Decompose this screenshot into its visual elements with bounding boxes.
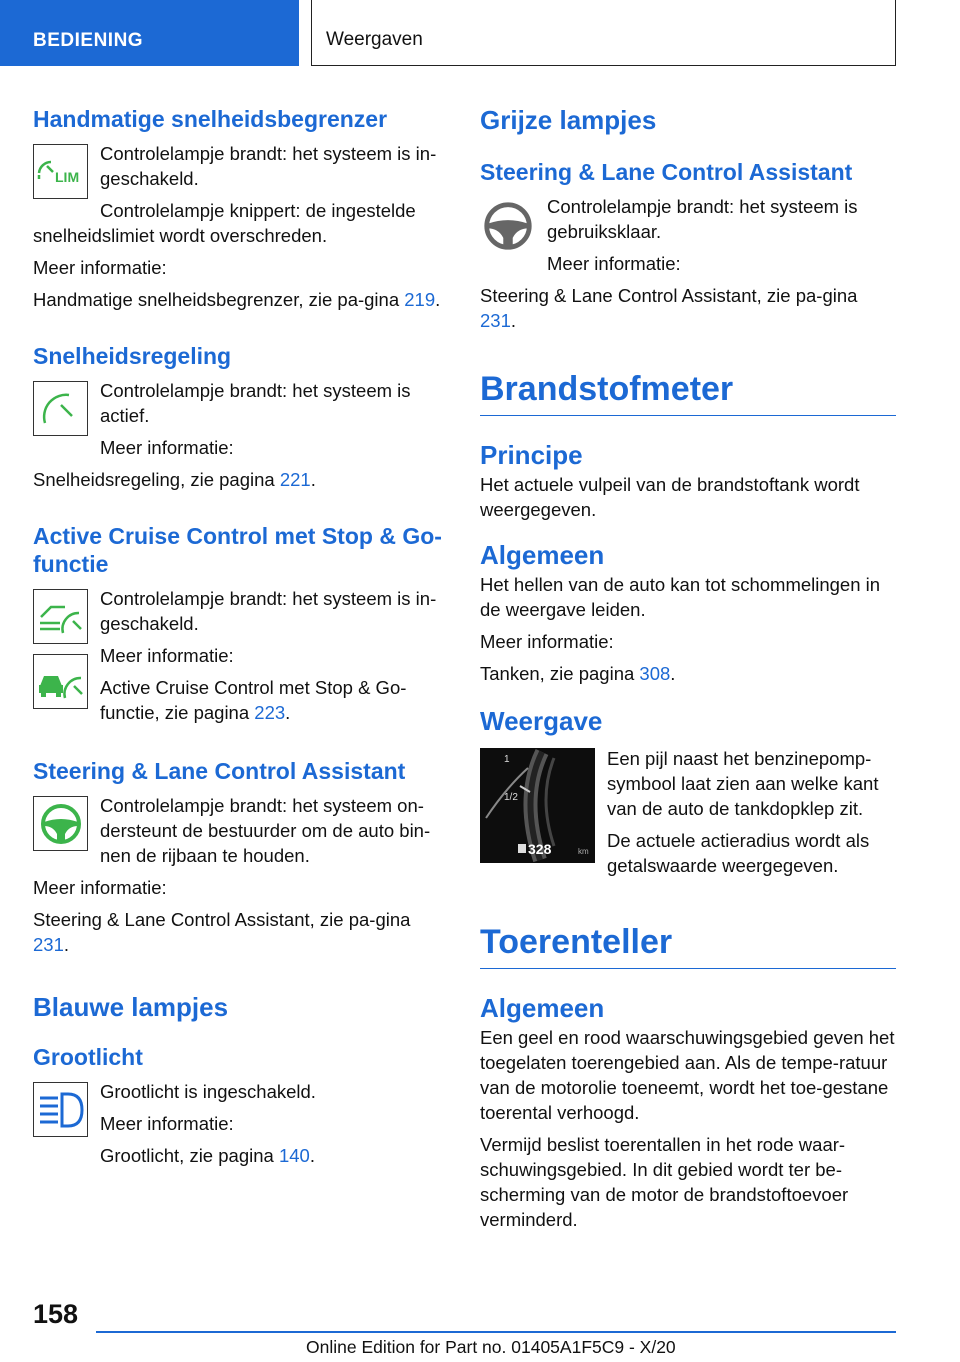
svg-text:328: 328 [528,841,552,857]
text: Controlelampje brandt: het systeem is in-geschakeld. [100,143,437,189]
text: Het hellen van de auto kan tot schommelingen in de weergave leiden. [480,574,881,620]
more-info-label: Meer informatie: [100,645,234,666]
section-cruise-control [33,342,448,492]
text: Een pijl naast het benzinepomp-symbool laat zien aan welke kant van de auto de tankdopklep zit. [607,748,879,819]
footer-divider [96,1331,896,1333]
heading-grey-lights: Grijze lampjes [480,105,657,135]
acc-icon [33,589,88,644]
steering-wheel-icon [33,796,88,851]
reference: Tanken, zie pagina 308. [480,663,676,684]
heading-lane-control-grey: Steering & Lane Control Assistant [480,159,853,185]
heading-algemeen-2: Algemeen [480,993,605,1023]
text: Controlelampje brandt: het systeem is gebruiksklaar. [547,196,858,242]
svg-text:1: 1 [504,754,510,765]
page-link[interactable]: 231 [33,934,64,955]
more-info-label: Meer informatie: [547,253,681,274]
page-header [0,0,960,66]
heading-cruise-control: Snelheidsregeling [33,343,232,369]
reference: Active Cruise Control met Stop & Go-functie, zie pagina 223. [100,677,407,723]
svg-text:LIM: LIM [54,168,79,185]
text: Grootlicht is ingeschakeld. [100,1081,316,1102]
reference: Handmatige snelheidsbegrenzer, zie pa-gina 219. [33,289,441,310]
heading-speed-limiter: Handmatige snelheidsbegrenzer [33,106,388,132]
page-link[interactable]: 308 [639,663,671,684]
text: Het actuele vulpeil van de brandstoftank wordt weergegeven. [480,474,860,520]
high-beam-icon [33,1082,88,1137]
text: Controlelampje brandt: het systeem on-dersteunt de bestuurder om de auto bin-nen de rijbaan te houden. [100,795,431,866]
svg-text:km: km [578,847,589,856]
section-tachometer [480,922,896,1232]
text: Controlelampje brandt: het systeem is in-geschakeld. [100,588,437,634]
heading-lane-control: Steering & Lane Control Assistant [33,758,406,784]
chapter-title: Weergaven [311,0,896,66]
steering-wheel-grey-icon [480,198,535,253]
section-blue-lights [33,991,448,1168]
heading-high-beam: Grootlicht [33,1044,143,1070]
reference: Snelheidsregeling, zie pagina 221. [33,469,316,490]
more-info-label: Meer informatie: [480,631,614,652]
more-info-label: Meer informatie: [33,877,167,898]
heading-algemeen: Algemeen [480,540,605,570]
heading-principe: Principe [480,440,583,470]
more-info-label: Meer informatie: [100,1113,234,1134]
left-column [33,100,448,1168]
heading-acc: Active Cruise Control met Stop & Go-functie [33,523,442,577]
heading-blue-lights: Blauwe lampjes [33,992,229,1022]
page-link[interactable]: 223 [254,702,286,723]
heading-tachometer: Toerenteller [480,922,896,969]
right-column [480,100,896,1232]
section-speed-limiter [33,105,448,312]
more-info-label: Meer informatie: [100,437,234,458]
text: Controlelampje brandt: het systeem is actief. [100,380,411,426]
reference: Grootlicht, zie pagina 140. [100,1145,315,1166]
text: De actuele actieradius wordt als getalswaarde weergegeven. [607,830,870,876]
heading-fuel-gauge: Brandstofmeter [480,369,896,416]
section-acc [33,522,448,725]
page-link[interactable]: 219 [404,289,436,310]
page-link[interactable]: 231 [480,310,511,331]
text: Controlelampje knippert: de ingestelde snelheidslimiet wordt overschreden. [33,200,416,246]
edition-note: Online Edition for Part no. 01405A1F5C9 - X/20 [306,1337,676,1357]
page-link[interactable]: 221 [279,469,311,490]
section-tab: BEDIENING [0,0,299,66]
text: Vermijd beslist toerentallen in het rode waar-schuwingsgebied. In dit gebied wordt ter be-scherming van de motor de brandstoftoevoer verminderd. [480,1134,849,1230]
heading-weergave: Weergave [480,706,603,736]
reference: Steering & Lane Control Assistant, zie pa-gina 231. [480,285,858,331]
text: Een geel en rood waarschuwingsgebied geven het toegelaten toerengebied aan. Als de tempe-ratuur van de motorolie toeneemt, wordt het toe-gestane toerental verhoogd. [480,1027,895,1123]
reference: Steering & Lane Control Assistant, zie pa-gina 231. [33,909,411,955]
speed-limiter-icon [33,144,88,199]
section-lane-control [33,757,448,957]
fuel-gauge-image [480,748,595,863]
svg-text:1/2: 1/2 [504,792,518,803]
acc-vehicle-icon [33,654,88,709]
page-number: 158 [33,1299,79,1329]
more-info-label: Meer informatie: [33,257,167,278]
section-grey-lights [480,104,896,333]
section-fuel-gauge [480,369,896,878]
cruise-control-icon [33,381,88,436]
page-link[interactable]: 140 [278,1145,310,1166]
